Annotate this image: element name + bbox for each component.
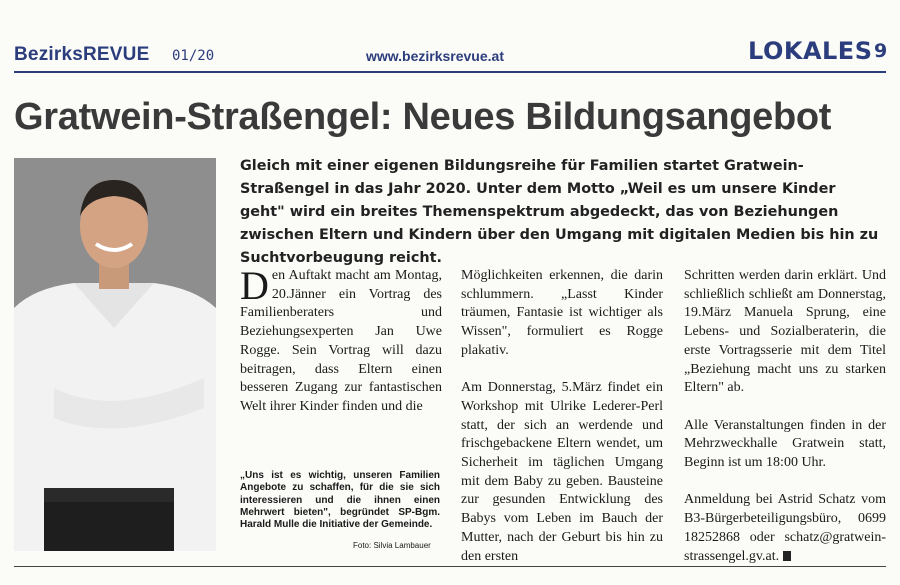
section-title: LOKALES bbox=[748, 37, 873, 65]
column-3-paragraph-2: Alle Veranstaltungen finden in der Mehrzweckhalle Gratwein statt, Beginn ist um 18:00 Uhr. bbox=[684, 417, 886, 471]
header-divider bbox=[14, 71, 886, 73]
article-column-2 bbox=[461, 267, 663, 585]
photo-caption: „Uns ist es wichtig, unseren Familien Angebote zu schaffen, für die sie sich interessieren und die ihnen einen Mehrwert bieten", begründet SP-Bgm. Harald Mulle die Initiative der Gemeinde. bbox=[240, 470, 440, 531]
column-2-paragraph-1: Möglichkeiten erkennen, die darin schlummern. „Lasst Kinder träumen, Fantasie ist wichtiger als Wissen", formuliert es Rogge plakativ. bbox=[461, 268, 663, 358]
column-2-paragraph-2: Am Donnerstag, 5.März findet ein Workshop mit Ulrike Lederer-Perl statt, der sich an werdende und frischgebackene Eltern wendet, um Sicherheit im täglichen Umgang mit dem Baby zu geben. Bausteine zur gesunden Entwicklung des Babys vom Leben im Bauch der Mutter, nach der Geburt bis hin zu den ersten bbox=[461, 380, 663, 564]
photo-credit: Foto: Silvia Lambauer bbox=[353, 541, 431, 550]
page-header bbox=[0, 0, 900, 68]
issue-number: 01/20 bbox=[172, 48, 215, 64]
brand-logo: BezirksREVUE bbox=[14, 44, 150, 65]
portrait-illustration bbox=[14, 158, 216, 551]
article-headline: Gratwein-Straßengel: Neues Bildungsangebot bbox=[14, 96, 832, 138]
footer-divider bbox=[14, 566, 886, 567]
website-url: www.bezirksrevue.at bbox=[366, 48, 504, 64]
column-3-paragraph-3: Anmeldung bei Astrid Schatz vom B3-Bürgerbeteiligungsbüro, 0699 18252868 oder schatz@gratwein-strassengel.gv.at. bbox=[684, 492, 886, 564]
article-column-3 bbox=[684, 267, 886, 566]
column-3-paragraph-1: Schritten werden darin erklärt. Und schließlich schließt am Donnerstag, 19.März Manuela Sprung, eine Lebens- und Sozialberaterin, die erste Vortragsserie mit dem Titel „Beziehung macht uns zu starken Eltern" ab. bbox=[684, 268, 886, 396]
end-of-article-mark bbox=[783, 551, 791, 561]
column-1-paragraph: en Auftakt macht am Montag, 20.Jänner ein Vortrag des Familienberaters und Beziehungsexperten Jan Uwe Rogge. Sein Vortrag will dazu beitragen, dass Eltern einen besseren Zugang zur fantastischen Welt ihrer Kinder finden und die bbox=[240, 268, 442, 414]
page-number: 9 bbox=[874, 40, 888, 62]
portrait-photo bbox=[14, 158, 216, 551]
drop-cap: D bbox=[240, 263, 269, 308]
article-column-1 bbox=[240, 263, 442, 435]
article-lead: Gleich mit einer eigenen Bildungsreihe für Familien startet Gratwein-Straßengel in das Jahr 2020. Unter dem Motto „Weil es um unsere Kinder geht" wird ein breites Themenspektrum abgedeckt, das von Beziehungen zwischen Eltern und Kindern über den Umgang mit digitalen Medien bis hin zu Suchtvorbeugung reicht. bbox=[240, 158, 879, 266]
